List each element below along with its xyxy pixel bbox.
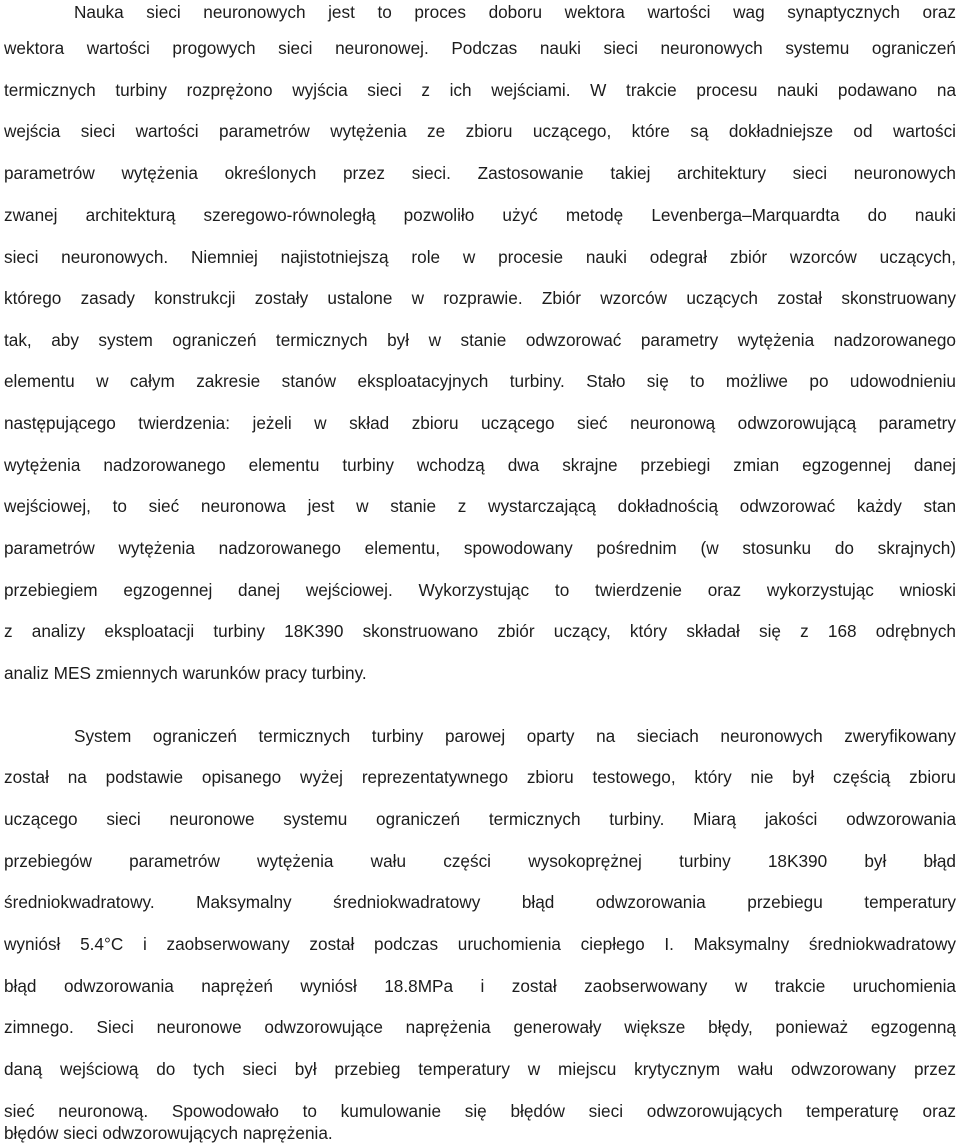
text-line: błędów sieci odwzorowujących naprężenia. bbox=[4, 1123, 333, 1143]
text-line: następującego twierdzenia: jeżeli w skład zbioru uczącego sieć neuronową odwzorowującą parametry bbox=[4, 413, 956, 433]
text-line: zwanej architekturą szeregowo-równoległą pozwoliło użyć metodę Levenberga–Marquardta do nauki bbox=[4, 205, 956, 225]
text-line: parametrów wytężenia określonych przez sieci. Zastosowanie takiej architektury sieci neuronowych bbox=[4, 163, 956, 183]
text-line: wektora wartości progowych sieci neuronowej. Podczas nauki sieci neuronowych systemu ograniczeń bbox=[4, 38, 956, 58]
text-line: uczącego sieci neuronowe systemu ograniczeń termicznych turbiny. Miarą jakości odwzorowania bbox=[4, 809, 956, 829]
text-line: tak, aby system ograniczeń termicznych był w stanie odwzorować parametry wytężenia nadzorowanego bbox=[4, 330, 956, 350]
text-line: wyniósł 5.4°C i zaobserwowany został podczas uruchomienia ciepłego I. Maksymalny średniokwadratowy bbox=[4, 934, 956, 954]
text-line: daną wejściową do tych sieci był przebieg temperatury w miejscu krytycznym wału odwzorowany przez bbox=[4, 1059, 956, 1079]
text-line: parametrów wytężenia nadzorowanego elementu, spowodowany pośrednim (w stosunku do skrajnych) bbox=[4, 538, 956, 558]
text-line: analiz MES zmiennych warunków pracy turbiny. bbox=[4, 663, 367, 683]
text-line: błąd odwzorowania naprężeń wyniósł 18.8MPa i został zaobserwowany w trakcie uruchomienia bbox=[4, 976, 956, 996]
text-line: zimnego. Sieci neuronowe odwzorowujące naprężenia generowały większe błędy, ponieważ egzogenną bbox=[4, 1017, 956, 1037]
text-line: elementu w całym zakresie stanów eksploatacyjnych turbiny. Stało się to możliwe po udowodnieniu bbox=[4, 371, 956, 391]
text-line: sieci neuronowych. Niemniej najistotniejszą role w procesie nauki odegrał zbiór wzorców uczących, bbox=[4, 247, 956, 267]
text-line: termicznych turbiny rozprężono wyjścia sieci z ich wejściami. W trakcie procesu nauki podawano na bbox=[4, 80, 956, 100]
text-line: wejścia sieci wartości parametrów wytężenia ze zbioru uczącego, które są dokładniejsze od wartości bbox=[4, 121, 956, 141]
text-line: którego zasady konstrukcji zostały ustalone w rozprawie. Zbiór wzorców uczących został skonstruowany bbox=[4, 288, 956, 308]
text-line: przebiegów parametrów wytężenia wału części wysokoprężnej turbiny 18K390 był błąd bbox=[4, 851, 956, 871]
text-line: Nauka sieci neuronowych jest to proces doboru wektora wartości wag synaptycznych oraz bbox=[74, 2, 956, 22]
text-line: sieć neuronową. Spowodowało to kumulowanie się błędów sieci odwzorowujących temperaturę oraz bbox=[4, 1101, 956, 1121]
text-line: został na podstawie opisanego wyżej reprezentatywnego zbioru testowego, który nie był częścią zbioru bbox=[4, 767, 956, 787]
text-line: średniokwadratowy. Maksymalny średniokwadratowy błąd odwzorowania przebiegu temperatury bbox=[4, 892, 956, 912]
text-line: wejściowej, to sieć neuronowa jest w stanie z wystarczającą dokładnością odwzorować każdy stan bbox=[4, 496, 956, 516]
text-line: System ograniczeń termicznych turbiny parowej oparty na sieciach neuronowych zweryfikowany bbox=[74, 726, 956, 746]
text-line: z analizy eksploatacji turbiny 18K390 skonstruowano zbiór uczący, który składał się z 168 odrębnych bbox=[4, 621, 956, 641]
text-line: przebiegiem egzogennej danej wejściowej. Wykorzystując to twierdzenie oraz wykorzystując wnioski bbox=[4, 580, 956, 600]
text-line: wytężenia nadzorowanego elementu turbiny wchodzą dwa skrajne przebiegi zmian egzogennej danej bbox=[4, 455, 956, 475]
